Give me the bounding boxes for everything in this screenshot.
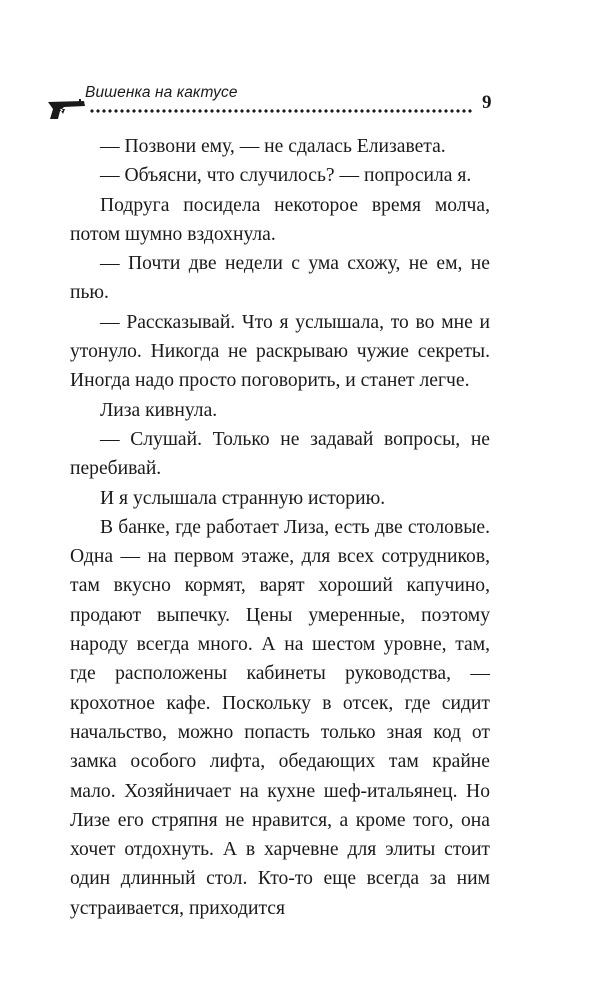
paragraph-1: — Позвони ему, — не сдалась Елизавета. <box>100 136 446 157</box>
paragraph-8: И я услышала странную историю. <box>100 487 386 509</box>
paragraph-9: В банке, где работает Лиза, есть две столовые. Одна — на первом этаже, для всех сотрудников, там вкусно кормят, варят хороший капучино, продают выпечку. Цены умеренные, поэтому народу всегда много. А на шестом уровне, там, где расположены кабинеты руководства, — крохотное кафе. Поскольку в отсек, где сидит начальство, можно попасть только зная код от замка особого лифта, обедающих там крайне мало. Хозяйничает на кухне шеф-итальянец. Но Лизе его стряпня не нравится, а кроме того, она хочет отдохнуть. А в харчевне для элиты стоит один длинный стол. Кто-то еще всегда за ним устраивается, приходится <box>70 516 490 919</box>
paragraph-3: Подруга посидела некоторое время молча, потом шумно вздохнула. <box>70 194 490 245</box>
running-head <box>45 82 505 122</box>
paragraph-7: — Слушай. Только не задавай вопросы, не перебивай. <box>70 428 490 480</box>
paragraph-5: — Рассказывай. Что я услышала, то во мне и утонуло. Никогда не раскрываю чужие секреты. Иногда надо просто поговорить, и станет легче. <box>70 311 490 392</box>
body-text <box>70 132 490 923</box>
paragraph-4: — Почти две недели с ума схожу, не ем, не пью. <box>70 253 490 304</box>
pistol-icon <box>47 98 87 120</box>
page-number: 9 <box>482 92 492 113</box>
dot-leader <box>89 109 473 113</box>
paragraph-2: — Объясни, что случилось? — попросила я. <box>100 165 472 187</box>
book-title: Вишенка на кактусе <box>85 84 238 101</box>
paragraph-6: Лиза кивнула. <box>100 399 218 421</box>
